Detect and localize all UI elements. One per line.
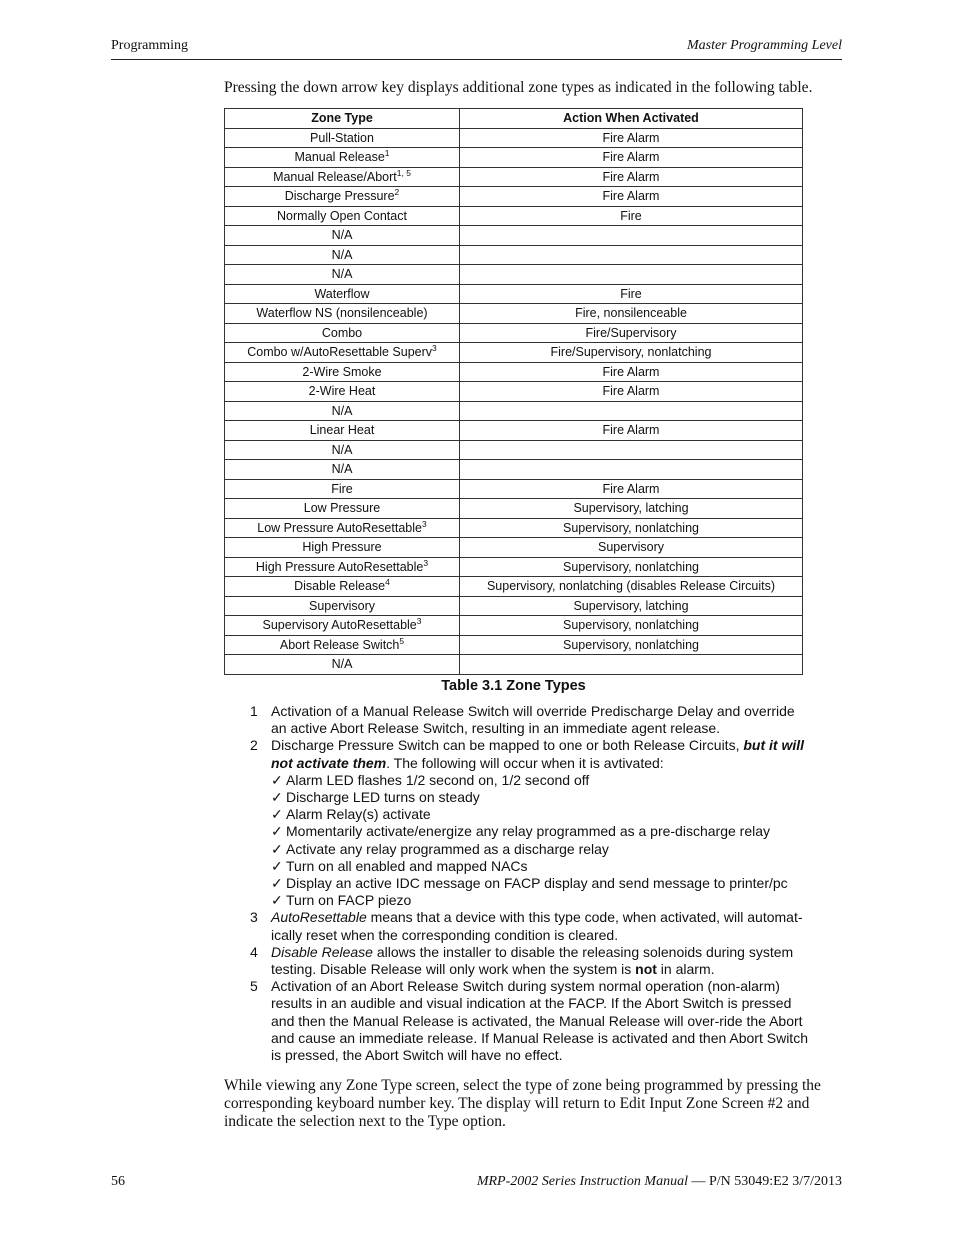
checklist-item bbox=[271, 875, 810, 892]
action-cell bbox=[460, 401, 803, 421]
zone-type-label: Supervisory bbox=[309, 598, 375, 613]
zone-type-label: Manual Release/Abort bbox=[273, 169, 397, 184]
zone-type-cell bbox=[225, 206, 460, 226]
table-row bbox=[225, 245, 803, 265]
zone-type-label: Low Pressure AutoResettable bbox=[257, 520, 422, 535]
zone-type-label: High Pressure AutoResettable bbox=[255, 559, 424, 574]
part-number: — P/N 53049:E2 3/7/2013 bbox=[687, 1174, 842, 1189]
zone-type-label: Combo bbox=[321, 325, 363, 340]
checklist-item bbox=[271, 789, 810, 806]
action-cell: Fire Alarm bbox=[460, 128, 803, 148]
footnote-1 bbox=[250, 703, 810, 737]
checkmark-icon: ✓ bbox=[271, 840, 283, 857]
zone-type-label: Supervisory AutoResettable bbox=[262, 618, 417, 633]
action-cell: Supervisory, nonlatching (disables Release Circuits) bbox=[460, 577, 803, 597]
footnote-ref: 4 bbox=[385, 577, 390, 588]
checklist-item bbox=[271, 892, 810, 909]
action-cell: Supervisory, nonlatching bbox=[460, 557, 803, 577]
footnote-5 bbox=[250, 978, 810, 1064]
checklist-text: Discharge LED turns on steady bbox=[286, 789, 480, 806]
zone-type-label: 2-Wire Heat bbox=[308, 384, 376, 399]
table-row bbox=[225, 128, 803, 148]
table-row bbox=[225, 616, 803, 636]
checklist-item bbox=[271, 841, 810, 858]
zone-type-label: High Pressure bbox=[302, 540, 382, 555]
checklist-text: Alarm Relay(s) activate bbox=[286, 806, 431, 823]
zone-type-cell bbox=[225, 167, 460, 187]
table-row bbox=[225, 382, 803, 402]
zone-type-cell bbox=[225, 245, 460, 265]
footnote-ref: 1, 5 bbox=[396, 167, 411, 178]
checklist-item bbox=[271, 806, 810, 823]
checkmark-icon: ✓ bbox=[271, 875, 283, 892]
footnote-ref: 3 bbox=[432, 343, 437, 354]
footnote-text-tail: in alarm. bbox=[656, 961, 715, 978]
footnote-ref: 1 bbox=[384, 148, 390, 159]
checklist-text: Turn on all enabled and mapped NACs bbox=[286, 857, 528, 874]
checkmark-icon: ✓ bbox=[271, 892, 283, 909]
table-row bbox=[225, 167, 803, 187]
footnote-number: 5 bbox=[250, 978, 258, 995]
footnote-term: Disable Release bbox=[271, 943, 373, 960]
action-cell: Fire bbox=[460, 284, 803, 304]
checklist bbox=[271, 772, 810, 910]
zone-type-label: Waterflow NS (nonsilenceable) bbox=[256, 306, 428, 321]
table-row bbox=[225, 596, 803, 616]
action-cell: Supervisory, latching bbox=[460, 596, 803, 616]
table-row bbox=[225, 499, 803, 519]
action-cell bbox=[460, 460, 803, 480]
page-header bbox=[111, 37, 842, 60]
action-cell: Fire bbox=[460, 206, 803, 226]
action-cell: Supervisory, nonlatching bbox=[460, 518, 803, 538]
footnote-bold: not bbox=[635, 961, 657, 978]
zone-type-cell bbox=[225, 596, 460, 616]
table-row bbox=[225, 401, 803, 421]
action-cell bbox=[460, 226, 803, 246]
zone-type-label: Discharge Pressure bbox=[284, 189, 395, 204]
zone-type-cell bbox=[225, 421, 460, 441]
table-row bbox=[225, 557, 803, 577]
checkmark-icon: ✓ bbox=[271, 823, 283, 840]
action-cell: Fire Alarm bbox=[460, 362, 803, 382]
action-cell bbox=[460, 245, 803, 265]
action-cell: Fire/Supervisory, nonlatching bbox=[460, 343, 803, 363]
table-row bbox=[225, 148, 803, 168]
footnotes bbox=[250, 703, 810, 1064]
zone-type-cell bbox=[225, 479, 460, 499]
footnote-ref: 2 bbox=[394, 187, 400, 198]
table-row bbox=[225, 577, 803, 597]
table-row bbox=[225, 206, 803, 226]
zone-type-label: Linear Heat bbox=[309, 423, 375, 438]
checkmark-icon: ✓ bbox=[271, 771, 283, 788]
footnote-text: allows the installer to disable the releasing solenoids during system testing. Disable Release will only work when the system is bbox=[271, 943, 794, 978]
table-row bbox=[225, 265, 803, 285]
footnote-text: Activation of a Manual Release Switch will override Predischarge Delay and override an active Abort Release Switch, resulting in an immediate agent release. bbox=[271, 703, 795, 737]
table-row bbox=[225, 187, 803, 207]
footnote-number: 3 bbox=[250, 909, 258, 926]
zone-type-cell bbox=[225, 323, 460, 343]
action-cell: Fire Alarm bbox=[460, 479, 803, 499]
zone-type-label: Abort Release Switch bbox=[279, 637, 400, 652]
table-row bbox=[225, 538, 803, 558]
zone-type-cell bbox=[225, 499, 460, 519]
table-header-row bbox=[225, 109, 803, 129]
zone-type-label: Manual Release bbox=[294, 150, 385, 165]
checklist-text: Turn on FACP piezo bbox=[286, 892, 412, 909]
footnote-3 bbox=[250, 909, 810, 943]
table-row bbox=[225, 226, 803, 246]
table-row bbox=[225, 635, 803, 655]
header-section: Programming bbox=[111, 38, 188, 53]
table-row bbox=[225, 655, 803, 675]
page-footer bbox=[477, 1174, 842, 1190]
table-row bbox=[225, 460, 803, 480]
table-row bbox=[225, 479, 803, 499]
action-cell bbox=[460, 265, 803, 285]
action-cell: Fire, nonsilenceable bbox=[460, 304, 803, 324]
footnote-number: 4 bbox=[250, 943, 258, 960]
footnote-4 bbox=[250, 944, 810, 978]
zone-type-label: N/A bbox=[331, 462, 353, 477]
checklist-text: Display an active IDC message on FACP display and send message to printer/pc bbox=[286, 875, 788, 892]
action-cell: Fire Alarm bbox=[460, 421, 803, 441]
action-cell: Fire Alarm bbox=[460, 187, 803, 207]
footnote-text: Activation of an Abort Release Switch during system normal operation (non-alarm) results in an audible and visual indication at the FACP. If the Abort Switch is pressed and then the Manual Release is activated, the Manual Release will over-ride the Abort and cause an immediate release. If Manual Release is activated and then Abort Switch is pressed, the Abort Switch will have no effect. bbox=[271, 978, 808, 1064]
zone-type-label: N/A bbox=[331, 442, 353, 457]
zone-type-cell bbox=[225, 187, 460, 207]
zone-type-label: N/A bbox=[331, 247, 353, 262]
zone-type-cell bbox=[225, 577, 460, 597]
table-row bbox=[225, 343, 803, 363]
table-row bbox=[225, 304, 803, 324]
zone-type-label: N/A bbox=[331, 403, 353, 418]
footnote-emphasis: but it will not activate them bbox=[271, 737, 805, 771]
zone-type-label: N/A bbox=[331, 267, 353, 282]
zone-type-cell bbox=[225, 635, 460, 655]
zone-type-label: N/A bbox=[331, 657, 353, 672]
action-cell: Supervisory, nonlatching bbox=[460, 616, 803, 636]
footnote-ref: 3 bbox=[423, 557, 429, 568]
zone-type-label: Low Pressure bbox=[303, 501, 381, 516]
checklist-text: Momentarily activate/energize any relay programmed as a pre-discharge relay bbox=[286, 823, 770, 840]
footnote-text: means that a device with this type code, when activated, will automat-ically reset when the corresponding condition is cleared. bbox=[271, 909, 803, 943]
checklist-text: Alarm LED flashes 1/2 second on, 1/2 second off bbox=[286, 771, 590, 788]
table-caption: Table 3.1 Zone Types bbox=[441, 678, 586, 694]
zone-type-label: Normally Open Contact bbox=[277, 208, 407, 223]
zone-types-table bbox=[224, 108, 803, 675]
zone-type-cell bbox=[225, 382, 460, 402]
footnote-number: 2 bbox=[250, 737, 258, 754]
footnote-ref: 3 bbox=[416, 616, 422, 627]
footnote-2 bbox=[250, 737, 810, 909]
zone-type-cell bbox=[225, 304, 460, 324]
zone-type-cell bbox=[225, 440, 460, 460]
intro-paragraph: Pressing the down arrow key displays additional zone types as indicated in the following table. bbox=[224, 79, 813, 96]
zone-type-label: Pull-Station bbox=[310, 130, 374, 145]
zone-type-label: Disable Release bbox=[294, 579, 386, 594]
column-header-zone-type: Zone Type bbox=[225, 109, 460, 129]
zone-type-cell bbox=[225, 557, 460, 577]
footnote-term: AutoResettable bbox=[271, 909, 367, 926]
action-cell: Supervisory, latching bbox=[460, 499, 803, 519]
zone-type-cell bbox=[225, 401, 460, 421]
zone-type-label: Waterflow bbox=[314, 286, 370, 301]
footnote-ref: 5 bbox=[399, 635, 405, 646]
table-row bbox=[225, 518, 803, 538]
table-row bbox=[225, 440, 803, 460]
action-cell: Fire Alarm bbox=[460, 167, 803, 187]
manual-title: MRP-2002 Series Instruction Manual bbox=[476, 1174, 688, 1189]
footnote-text: Discharge Pressure Switch can be mapped to one or both Release Circuits, bbox=[271, 737, 744, 754]
action-cell: Supervisory bbox=[460, 538, 803, 558]
footnote-number: 1 bbox=[250, 703, 258, 719]
table-row bbox=[225, 362, 803, 382]
zone-type-cell bbox=[225, 148, 460, 168]
checklist-text: Activate any relay programmed as a discharge relay bbox=[286, 840, 609, 857]
action-cell bbox=[460, 655, 803, 675]
zone-type-cell bbox=[225, 460, 460, 480]
zone-type-cell bbox=[225, 284, 460, 304]
checklist-item bbox=[271, 772, 810, 789]
zone-type-cell bbox=[225, 616, 460, 636]
zone-type-cell bbox=[225, 343, 460, 363]
zone-type-cell bbox=[225, 538, 460, 558]
zone-type-label: N/A bbox=[331, 228, 353, 243]
column-header-action: Action When Activated bbox=[460, 109, 803, 129]
action-cell: Fire Alarm bbox=[460, 148, 803, 168]
table-row bbox=[225, 323, 803, 343]
zone-type-cell bbox=[225, 265, 460, 285]
checklist-item bbox=[271, 858, 810, 875]
zone-type-cell bbox=[225, 226, 460, 246]
checkmark-icon: ✓ bbox=[271, 789, 283, 806]
zone-type-label: Fire bbox=[331, 481, 353, 496]
checkmark-icon: ✓ bbox=[271, 806, 283, 823]
footnote-ref: 3 bbox=[421, 518, 427, 529]
zone-type-cell bbox=[225, 362, 460, 382]
header-level: Master Programming Level bbox=[686, 38, 842, 53]
zone-type-label: Combo w/AutoResettable Superv bbox=[247, 345, 433, 360]
table-row bbox=[225, 421, 803, 441]
checklist-item bbox=[271, 823, 810, 840]
action-cell: Fire Alarm bbox=[460, 382, 803, 402]
footnote-text-tail: . The following will occur when it is avtivated: bbox=[386, 754, 664, 771]
action-cell: Supervisory, nonlatching bbox=[460, 635, 803, 655]
zone-type-cell bbox=[225, 655, 460, 675]
closing-paragraph: While viewing any Zone Type screen, select the type of zone being programmed by pressing the corresponding keyboard number key. The display will return to Edit Input Zone Screen #2 and indicate the selection next to the Type option. bbox=[224, 1077, 821, 1130]
table-row bbox=[225, 284, 803, 304]
checkmark-icon: ✓ bbox=[271, 857, 283, 874]
zone-type-cell bbox=[225, 128, 460, 148]
action-cell: Fire/Supervisory bbox=[460, 323, 803, 343]
zone-type-cell bbox=[225, 518, 460, 538]
action-cell bbox=[460, 440, 803, 460]
zone-type-label: 2-Wire Smoke bbox=[302, 364, 382, 379]
page-number: 56 bbox=[111, 1174, 125, 1189]
